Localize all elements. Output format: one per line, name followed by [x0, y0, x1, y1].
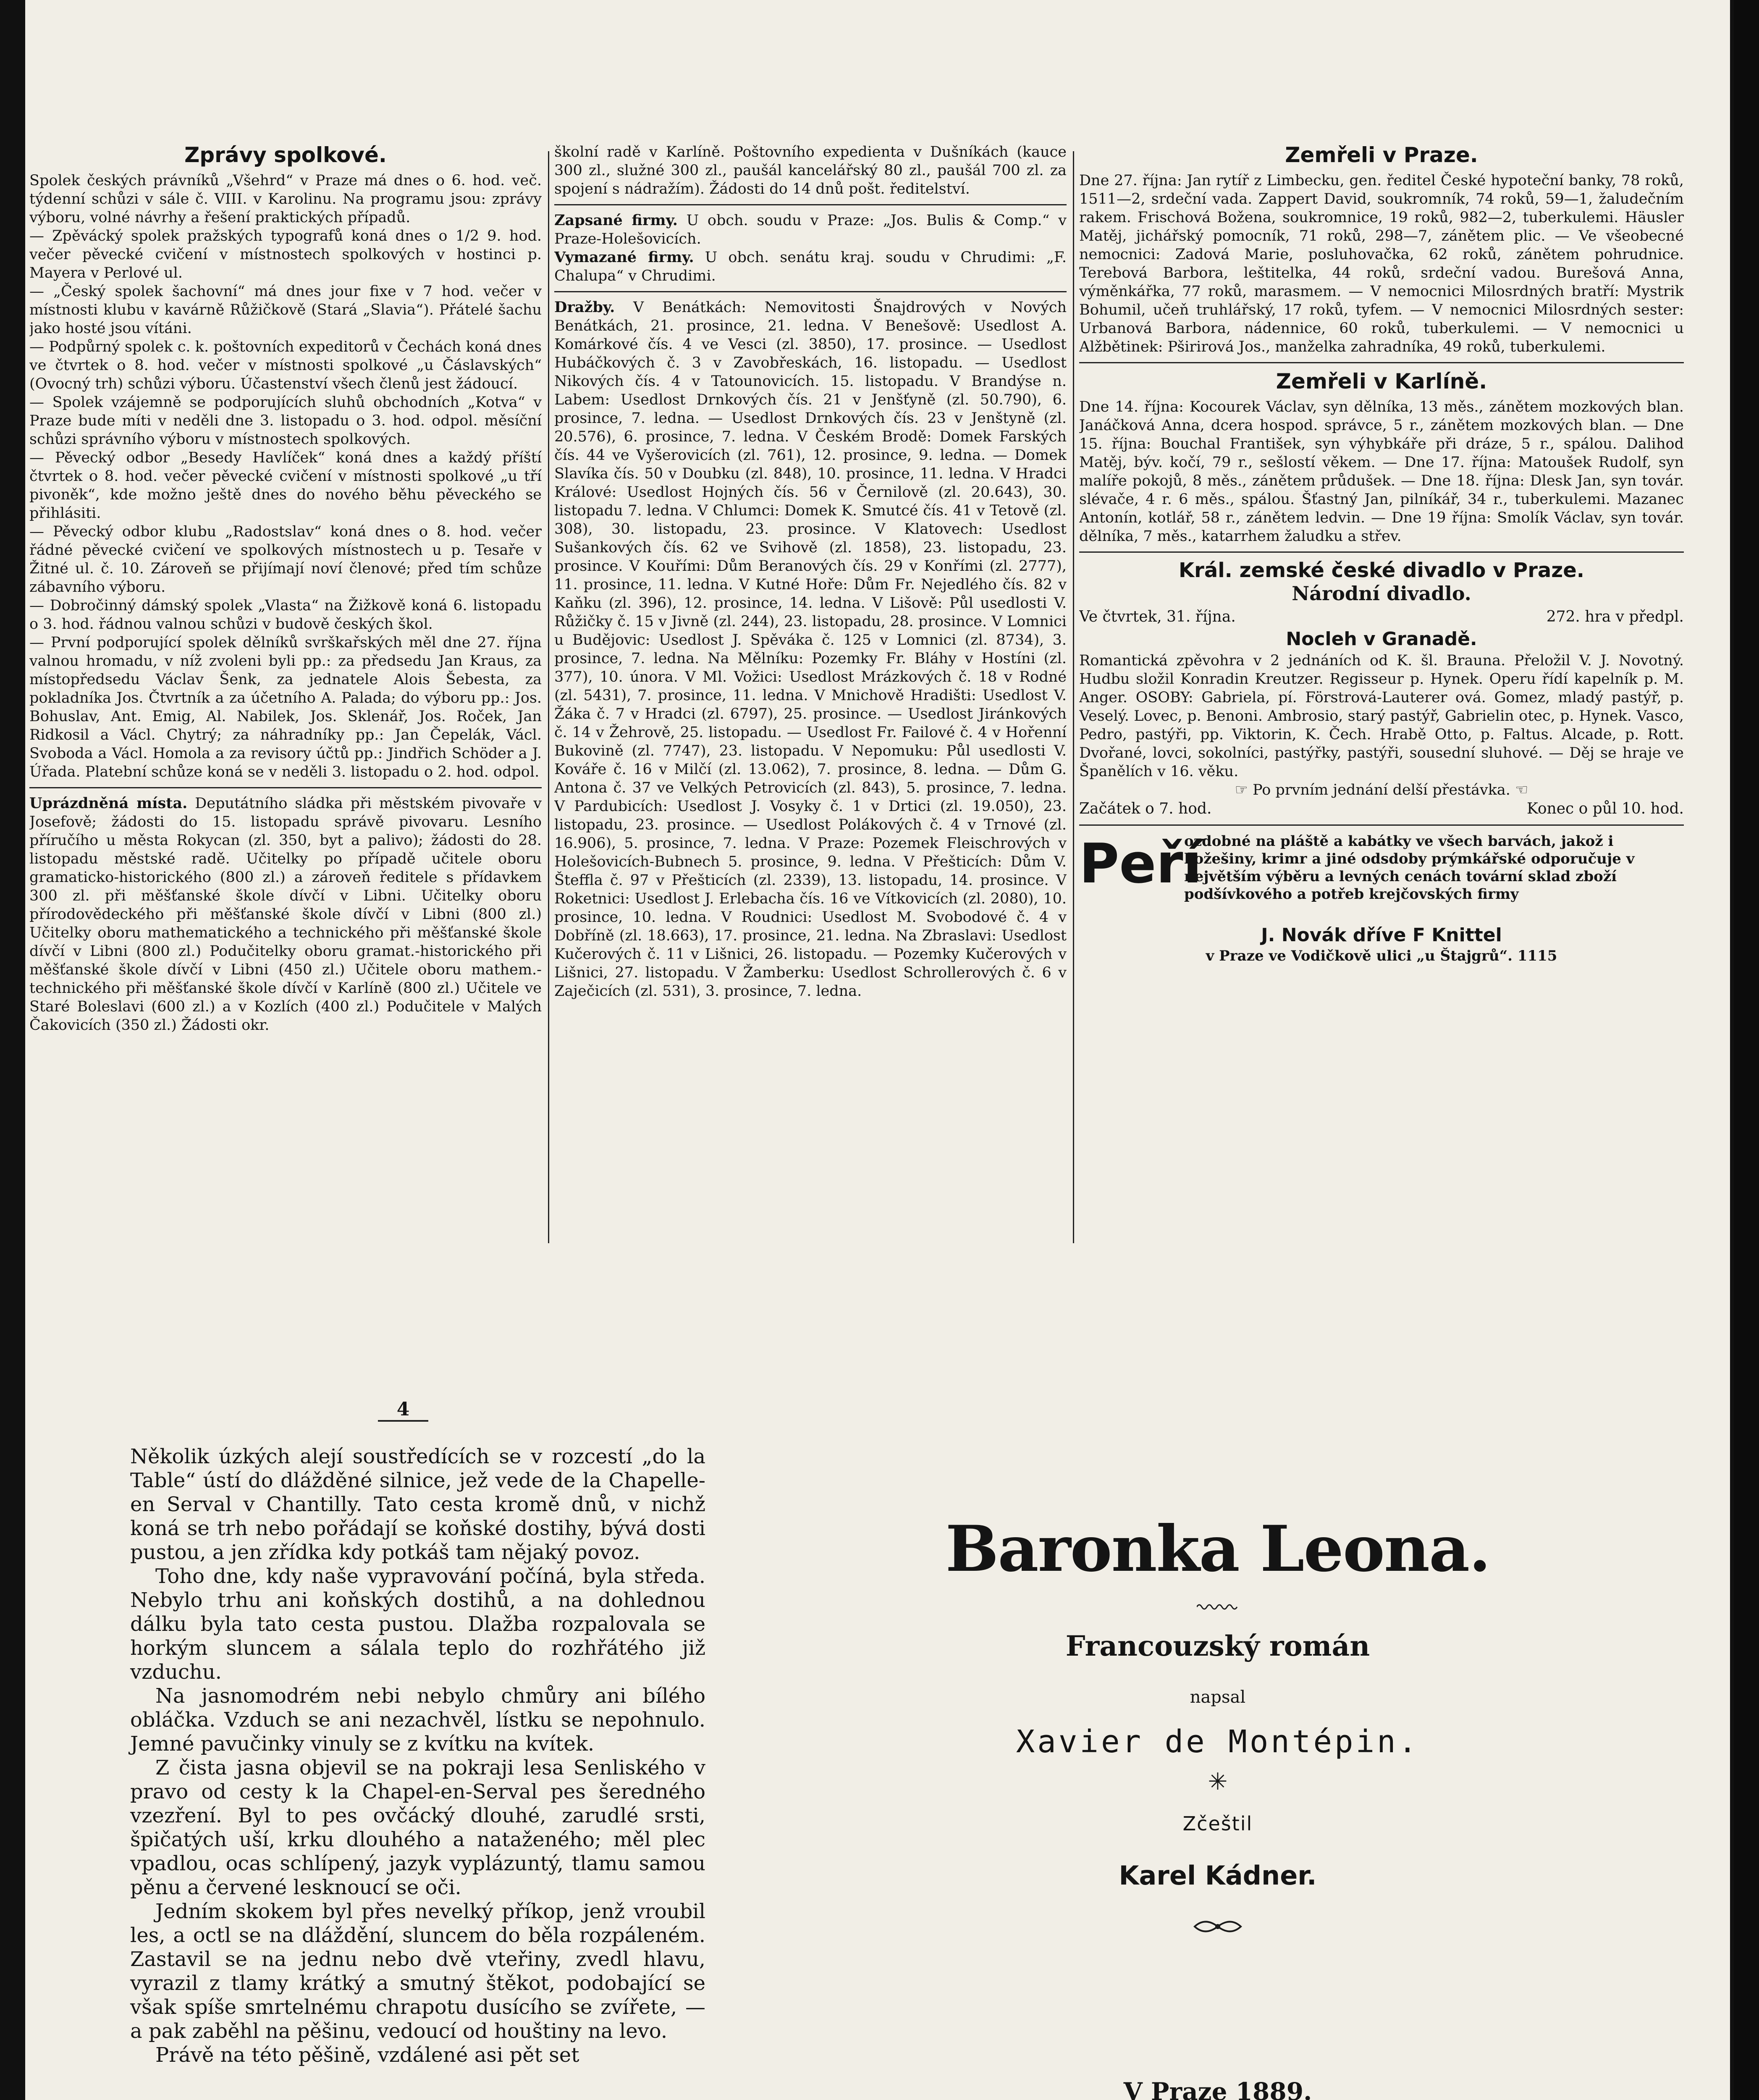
- novel-paragraph: Toho dne, kdy naše vypravování počíná, byla středa. Nebylo trhu ani koňských dostihů, a na dohlednou dálku byla tato cesta pustou. Dlažba rozpalovala se horkým sluncem a sálala teplo do rozhřátého již vzduchu.: [130, 1564, 705, 1684]
- column-rule: [548, 151, 549, 1243]
- theatre-performance-number: 272. hra v předpl.: [1546, 608, 1684, 625]
- section-divider: [554, 204, 1067, 205]
- deleted-firms-text: U obch. senátu kraj. soudu v Chrudimi: „F. Chalupa“ v Chrudimi.: [554, 249, 1067, 284]
- auctions-heading: Dražby.: [554, 299, 615, 316]
- club-news-heading: Zprávy spolkové.: [184, 143, 387, 167]
- newspaper-section: [29, 143, 1692, 1252]
- star-ornament: ✳: [1208, 1768, 1228, 1796]
- wavy-rule-ornament: [1197, 1603, 1239, 1611]
- deleted-firms: [554, 248, 1067, 285]
- novel-title-page: [915, 1512, 1520, 2100]
- vacancies-heading: Uprázdněná místa.: [29, 795, 188, 812]
- binding-edge: [1734, 0, 1759, 2100]
- novel-paragraph: Z čista jasna objevil se na pokraji lesa Senliského v pravo od cesty k la Chapel-en-Serval pes šeredného vzezření. Byl to pes ovčácký dlouhé, zarudlé srsti, špičatých uší, krku dlouhého a nataženého; měl plec vpadlou, ocas schlípený, jazyk vyplázuntý, tlamu samou pěnu a červené lesknoucí se oči.: [130, 1756, 705, 1899]
- author-name: Xavier de Montépin.: [1016, 1724, 1420, 1760]
- translator-name: Karel Kádner.: [1119, 1860, 1317, 1891]
- column-club-news: [29, 143, 542, 1252]
- column-deaths-theatre: [1079, 143, 1684, 1252]
- club-news-item: — Spolek vzájemně se podporujících sluhů obchodních „Kotva“ v Praze bude míti v neděli dne 3. listopadu o 3. hod. odpol. měsíční schůzi správního výboru v místnostech spolkových.: [29, 394, 542, 448]
- end-time: Konec o půl 10. hod.: [1526, 800, 1684, 817]
- club-news-item: — Podpůrný spolek c. k. poštovních expeditorů v Čechách koná dnes ve čtvrtek o 8. hod. večer v místnosti spolkové „u Čáslavských“ (Ovocný trh) schůzi výboru. Účastenství všech členů jest žádoucí.: [29, 339, 542, 392]
- club-news-item: Spolek českých právníků „Všehrd“ v Praze má dnes o 6. hod. več. týdenní schůzi v sále č. VIII. v Karolinu. Na programu jsou: zprávy výboru, volné návrhy a řešení praktických případů.: [29, 172, 542, 226]
- novel-paragraph: Jedním skokem byl přes nevelký příkop, jenž vroubil les, a octl se na dláždění, sluncem do běla rozpáleném. Zastavil se na jednu nebo dvě vteřiny, zvedl hlavu, vyrazil z tlamy krátký a smutný štěkot, podobající se však spíše smrtelnému chrapotu dusícího se zvířete, — a pak zaběhl na pěšinu, vedoucí od houštiny na levo.: [130, 1900, 705, 2043]
- column-rule: [1073, 151, 1074, 1243]
- feather-advertisement: [1079, 824, 1684, 969]
- novel-paragraph: Právě na této pěšině, vzdálené asi pět set: [155, 2043, 579, 2067]
- play-description: Romantická zpěvohra v 2 jednáních od K. šl. Brauna. Přeložil V. J. Novotný. Hudbu složil Konradin Kreutzer. Regisseur p. Hynek. Operu řídí kapelník p. M. Anger. OSOBY: Gabriela, pí. Förstrová-Lauterer ová. Gomez, mladý pastýř, p. Veselý. Lovec, p. Benoni. Ambrosio, starý pastýř, Gabrielin otec, p. Hynek. Vasco, Pedro, pastýři, pp. Viktorin, K. Čech. Hrabě Otto, p. Faltus. Alcade, p. Rott. Dvořané, lovci, sokolníci, pastýřky, pastýři, sousední sluhové. — Děj se hraje ve Španělích v 16. věku.: [1079, 652, 1684, 780]
- novel-subtitle: Francouzský román: [1065, 1630, 1370, 1662]
- vacancies-notice: [29, 794, 542, 1034]
- novel-paragraph: Několik úzkých alejí soustředících se v rozcestí „do la Table“ ústí do dlážděné silnice, jež vede de la Chapelle-en Serval v Chantilly. Tato cesta kromě dnů, v nichž koná se trh nebo pořádají se koňské dostihy, bývá dosti pustou, a jen zřídka kdy potkáš tam nějaký povoz.: [130, 1445, 705, 1564]
- club-news-item: — „Český spolek šachovní“ má dnes jour fixe v 7 hod. večer v místnosti klubu v kavárně Růžičkově (Stará „Slavia“). Přátelé šachu jako hosté jsou vítáni.: [29, 283, 542, 337]
- fleuron-ornament: [1190, 1916, 1245, 1937]
- deaths-karlin-text: Dne 14. října: Kocourek Václav, syn dělníka, 13 měs., zánětem mozkových blan. Janáčková Anna, dcera hospod. správce, 5 r., zánětem mozkových blan. — Dne 15. října: Bouchal František, syn výhybkáře při dráze, 5 r., spálou. Dalihod Matěj, býv. kočí, 79 r., sešlostí věkem. — Dne 17. října: Matoušek Rudolf, syn malíře pokojů, 8 měs., zánětem průdušek. — Dne 18. října: Dlesk Jan, syn továr. slévače, 4 r. 6 měs., spálou. Šťastný Jan, pilníkář, 34 r., tuberkulemi. Mazanec Antonín, kotlář, 58 r., zánětem ledvin. — Dne 19 října: Smolík Václav, syn továr. dělníka, 7 měs., katarrhem žaludku a střev.: [1079, 399, 1684, 545]
- vacancies-text: Deputátního sládka při městském pivovaře v Josefově; žádosti do 15. listopadu správě pivovaru. Lesního příručího u města Rokycan (zl. 350, byt a palivo); žádosti do 28. listopadu městské radě. Učitelky po případě učitele oboru gramaticko-historického (800 zl.) a zároveň ředitele s přídavkem 300 zl. při měšťanské škole dívčí v Libni. Učitelky oboru přírodovědeckého při měšťanské škole dívčí v Libni (800 zl.) Učitelky oboru mathematického a technického při měšťanské škole dívčí v Libni (800 zl.) Podučitelky oboru gramat.-historického při měšťanské škole dívčí v Libni (450 zl.) Učitele oboru mathem.-technického při měšťanské škole dívčí v Karlíně (800 zl.) Učitele ve Staré Boleslavi (600 zl.) a v Kozlích (400 zl.) Podučitele v Malých Čakovicích (350 zl.) Žádosti okr.: [29, 795, 542, 1034]
- club-news-item: — Dobročinný dámský spolek „Vlasta“ na Žižkově koná 6. listopadu o 3. hod. řádnou valnou schůzi v budově českých škol.: [29, 597, 542, 633]
- ad-body: ozdobné na pláště a kabátky ve všech barvách, jakož i kožešiny, krimr a jiné odsdoby prýmkářské odporučuje v největším výběru a levných cenách tovární sklad zboží podšívkového a potřeb krejčovských firmy: [1184, 833, 1635, 903]
- section-divider: [1079, 362, 1684, 363]
- theatre-date-row: [1079, 607, 1684, 627]
- deleted-firms-heading: Vymazané firmy.: [554, 249, 694, 266]
- club-news-item: — První podporující spolek dělníků svrškařských měl dne 27. října valnou hromadu, v níž zvoleni byli pp.: za předsedu Jan Kraus, za místopředsedu Václav Šenk, za jednatele Alois Šebesta, za pokladníka Jos. Čtvrtník a za účetního A. Palada; do výboru pp.: Jos. Bohuslav, Ant. Emig, Al. Nabilek, Jos. Sklenář, Jos. Roček, Jan Ridkosil a Václ. Chytrý; za náhradníky pp.: Jan Čepelák, Václ. Svoboda a Václ. Homola a za revisory účtů pp.: Jindřich Schöder a J. Úřada. Platební schůze koná se v neděli 3. listopadu o 2. hod. odpol.: [29, 634, 542, 780]
- start-time: Začátek o 7. hod.: [1079, 800, 1212, 817]
- page-number: 4: [378, 1399, 428, 1422]
- club-news-item: — Zpěvácký spolek pražských typografů koná dnes o 1/2 9. hod. večer pěvecké cvičení v místnostech spolkových v hostinci p. Mayera v Perlové ul.: [29, 228, 542, 281]
- auctions-text: V Benátkách: Nemovitosti Šnajdrových v Nových Benátkách, 21. prosince, 21. ledna. V Benešově: Usedlost A. Komárkové čís. 4 ve Vesci (zl. 3850), 17. prosince. — Usedlost Hubáčkových č. 3 v Zavobřeskách, 16. listopadu. — Usedlost Nikových čís. 4 v Tatounovicích. 15. listopadu. V Brandýse n. Labem: Usedlost Drnkových čís. 21 v Jenšťyně (zl. 50.790), 6. prosince, 7. ledna. — Usedlost Drnkových čís. 23 v Jenštyně (zl. 20.576), 6. prosince, 7. ledna. V Českém Brodě: Domek Farských čís. 44 ve Vyšerovicích (zl. 761), 12. prosince, 9. ledna. — Domek Slavíka čís. 50 v Doubku (zl. 848), 10. prosince, 11. ledna. V Hradci Králové: Usedlost Hojných čís. 56 v Černilově (zl. 20.643), 30. listopadu 7. ledna. V Chlumci: Domek K. Smutcé čís. 41 v Tetově (zl. 308), 30. listopadu, 23. prosince. V Klatovech: Usedlost Sušankových čís. 62 ve Svihově (zl. 1858), 23. listopadu, 23. prosince. V Kouřími: Dům Beranových čís. 29 v Konřími (zl. 2777), 11. prosince, 11. ledna. V Kutné Hoře: Dům Fr. Nejedlého čís. 82 v Kaňku (zl. 396), 12. prosince, 14. ledna. V Lišově: Půl usedlosti V. Růžičky č. 15 v Jivně (zl. 244), 23. listopadu, 28. prosince. V Lomnici u Budějovic: Usedlost J. Spěváka č. 125 v Lomnici (zl. 8734), 3. prosince, 7. ledna. Na Mělníku: Pozemky Fr. Bláhy v Hostíni (zl. 377), 10. února. V Ml. Vožici: Usedlost Mrázkových č. 18 v Rodné (zl. 5431), 7. prosince, 11. ledna. V Mnichově Hradišti: Usedlost V. Žáka č. 7 v Hradci (zl. 6797), 25. prosince. — Usedlost Jiránkových č. 14 v Žehrově, 25. listopadu. — Usedlost Fr. Failové č. 4 v Hořenní Bukovině (zl. 7747), 23. listopadu. V Nepomuku: Půl usedlosti V. Kováře č. 16 v Milčí (zl. 13.062), 7. prosince, 8. ledna. — Dům G. Antona č. 37 ve Velkých Petrovicích (zl. 843), 5. prosince, 7. ledna. V Pardubicích: Usedlost J. Vosyky č. 1 v Drtici (zl. 19.050), 23. listopadu, 23. prosince. — Usedlost Polákových č. 4 v Trnové (zl. 16.906), 5. prosince, 7. ledna. V Praze: Pozemek Fleischrových v Holešovicích-Bubnech 5. prosince, 9. ledna. V Přešticích: Dům V. Šteffla č. 97 v Přešticích (zl. 2339), 13. listopadu, 14. prosince. V Roketnici: Usedlost J. Erlebacha čís. 16 ve Vítkovicích (zl. 2080), 10. prosince, 10. ledna. V Roudnici: Usedlost M. Svobodové č. 4 v Dobříně (zl. 18.663), 17. prosince, 21. ledna. Na Zbraslavi: Usedlost Kučerových č. 11 v Lišnici, 26. listopadu. — Pozemky Kučerových v Lišnici, 27. listopadu. V Žamberku: Usedlost Schrollerových č. 6 v Zaječicích (zl. 531), 3. prosince, 7. ledna.: [554, 299, 1067, 1000]
- deaths-prague-text: Dne 27. října: Jan rytíř z Limbecku, gen. ředitel České hypoteční banky, 78 roků, 1511—2, srdeční vada. Zappert David, soukromník, 74 roků, 59—1, žaludečním rakem. Frischová Božena, soukromnice, 19 roků, 982—2, tuberkulemi. Häusler Matěj, jichářský pomocník, 71 roků, 298—7, zánětem plic. — Ve všeobecné nemocnici: Zadová Marie, posluhovačka, 62 roků, zánětem pohrudnice. Terebová Barbora, leštitelka, 44 roků, srdeční vadou. Burešová Anna, výměnkářka, 77 roků, marasmem. — V nemocnici Milosrdných bratří: Mystrik Bohumil, učeň truhlářský, 17 roků, tyfem. — V nemocnici Milosrdných sester: Urbanová Barbora, nádennice, 60 roků, tuberkulemi. — V nemocnici u Alžbětinek: Pširirová Jos., manželka zahradníka, 49 roků, tuberkulemi.: [1079, 172, 1684, 355]
- intermission-note: ☞ Po prvním jednání delší přestávka. ☜: [1235, 782, 1528, 798]
- novel-title: Baronka Leona.: [945, 1512, 1490, 1586]
- registered-firms-heading: Zapsané firmy.: [554, 212, 678, 229]
- ad-headline: Peří: [1079, 832, 1202, 895]
- deaths-prague-heading: Zemřeli v Praze.: [1285, 143, 1478, 167]
- novel-paragraph: Na jasnomodrém nebi nebylo chmůry ani bílého obláčka. Vzduch se ani nezachvěl, lístku se nepohnulo. Jemné pavučinky vinuly se z kvítku na kvítek.: [130, 1684, 705, 1756]
- section-divider: [29, 787, 542, 788]
- ad-address: v Praze ve Vodičkově ulici „u Štajgrů“. 1115: [1206, 948, 1557, 964]
- publication-place-year: V Praze 1889.: [1123, 2077, 1312, 2100]
- deaths-karlin-heading: Zemřeli v Karlíně.: [1276, 369, 1487, 394]
- showtimes-row: [1079, 799, 1684, 819]
- theatre-subheading: Národní divadlo.: [1292, 582, 1471, 605]
- club-news-item: — Pěvecký odbor klubu „Radostslav“ koná dnes o 8. hod. večer řádné pěvecké cvičení ve spolkových místnostech u p. Tesaře v Žitné ul. č. 10. Zároveň se přijímají noví členové; před tím schůze zábavního výboru.: [29, 523, 542, 596]
- section-divider: [1079, 551, 1684, 553]
- section-divider: [554, 291, 1067, 292]
- registered-firms-text: U obch. soudu v Praze: „Jos. Bulis & Comp.“ v Praze-Holešovicích.: [554, 212, 1067, 247]
- club-news-item: — Pěvecký odbor „Besedy Havlíček“ koná dnes a každý příští čtvrtek o 8. hod. večer pěvecké cvičení v místnosti spolkové „u tří pivoněk“, kde možno ještě dnes do nového běhu pěveckého se přihlásiti.: [29, 449, 542, 522]
- translated-by-label: Zčeštil: [1182, 1812, 1253, 1835]
- registered-firms: [554, 211, 1067, 248]
- ad-firm-name: J. Novák dříve F Knittel: [1261, 924, 1502, 946]
- play-title: Nocleh v Granadě.: [1286, 628, 1477, 650]
- written-by-label: napsal: [1190, 1688, 1246, 1707]
- auctions: [554, 298, 1067, 1000]
- vacancies-continued: školní radě v Karlíně. Poštovního expedienta v Dušníkách (kauce 300 zl., služné 300 zl., paušál kancelářský 80 zl., paušál 700 zl. za spojení s nádražím). Žádosti do 14 dnů pošt. ředitelství.: [554, 144, 1067, 197]
- theatre-date: Ve čtvrtek, 31. října.: [1079, 608, 1236, 625]
- novel-text: [130, 1445, 705, 2067]
- column-notices: [554, 143, 1067, 1252]
- theatre-heading: Král. zemské české divadlo v Praze.: [1178, 559, 1585, 582]
